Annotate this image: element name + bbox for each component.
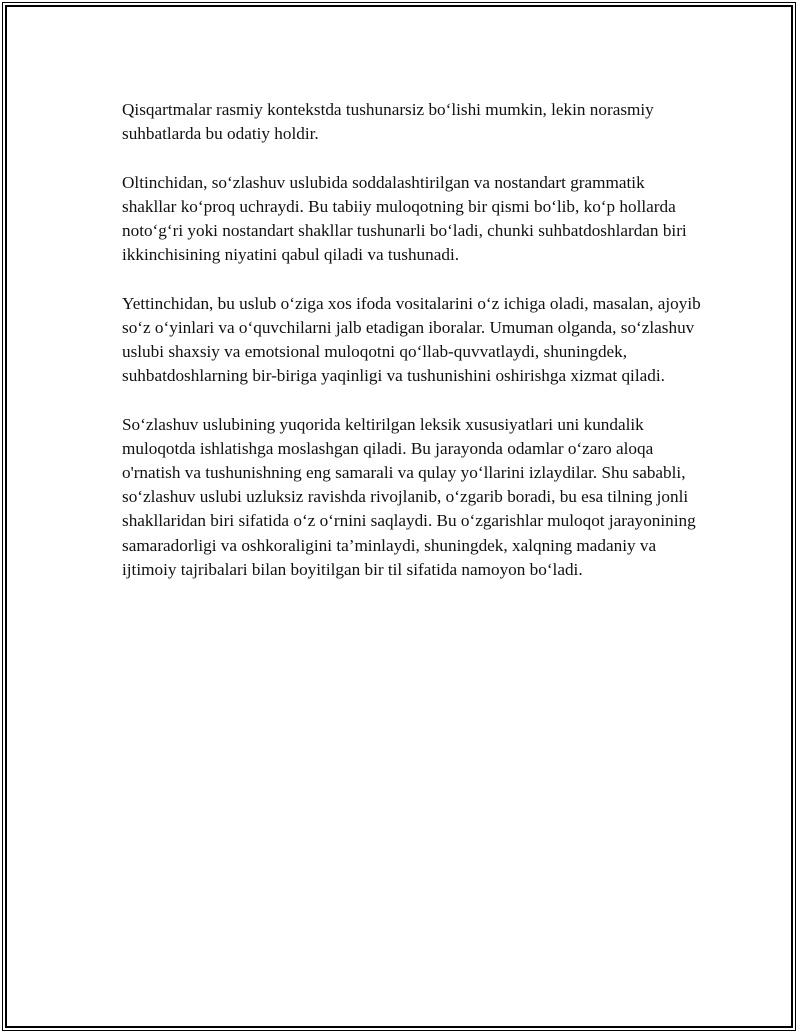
- document-body: [122, 98, 702, 606]
- paragraph-abbreviations: Qisqartmalar rasmiy kontekstda tushunarsiz bo‘lishi mumkin, lekin norasmiy suhbatlarda bu odatiy holdir.: [122, 100, 654, 144]
- page-border-frame: [2, 2, 796, 1031]
- paragraph-conclusion: So‘zlashuv uslubining yuqorida keltirilgan leksik xususiyatlari uni kundalik muloqotda ishlatishga moslashgan qiladi. Bu jarayonda odamlar o‘zaro aloqa o'rnatish va tushunishning eng samarali va qulay yo‘llarini izlaydilar. Shu sababli, so‘zlashuv uslubi uzluksiz ravishda rivojlanib, o‘zgarib boradi, bu esa tilning jonli shakllaridan biri sifatida o‘z o‘rnini saqlaydi. Bu o‘zgarishlar muloqot jarayonining samaradorligi va oshkoraligini ta’minlaydi, shuningdek, xalqning madaniy va ijtimoiy tajribalari bilan boyitilgan bir til sifatida namoyon bo‘ladi.: [122, 414, 696, 579]
- paragraph-seventh: Yettinchidan, bu uslub o‘ziga xos ifoda vositalarini o‘z ichiga oladi, masalan, ajoyib so‘z o‘yinlari va o‘quvchilarni jalb etadigan iboralar. Umuman olganda, so‘zlashuv uslubi shaxsiy va emotsional muloqotni qo‘llab-quvvatlaydi, shuningdek, suhbatdoshlarning bir-biriga yaqinligi va tushunishini oshirishga xizmat qiladi.: [122, 293, 701, 386]
- paragraph-sixth: Oltinchidan, so‘zlashuv uslubida soddalashtirilgan va nostandart grammatik shakllar ko‘proq uchraydi. Bu tabiiy muloqotning bir qismi bo‘lib, ko‘p hollarda noto‘g‘ri yoki nostandart shakllar tushunarli bo‘ladi, chunki suhbatdoshlardan biri ikkinchisining niyatini qabul qiladi va tushunadi.: [122, 172, 687, 265]
